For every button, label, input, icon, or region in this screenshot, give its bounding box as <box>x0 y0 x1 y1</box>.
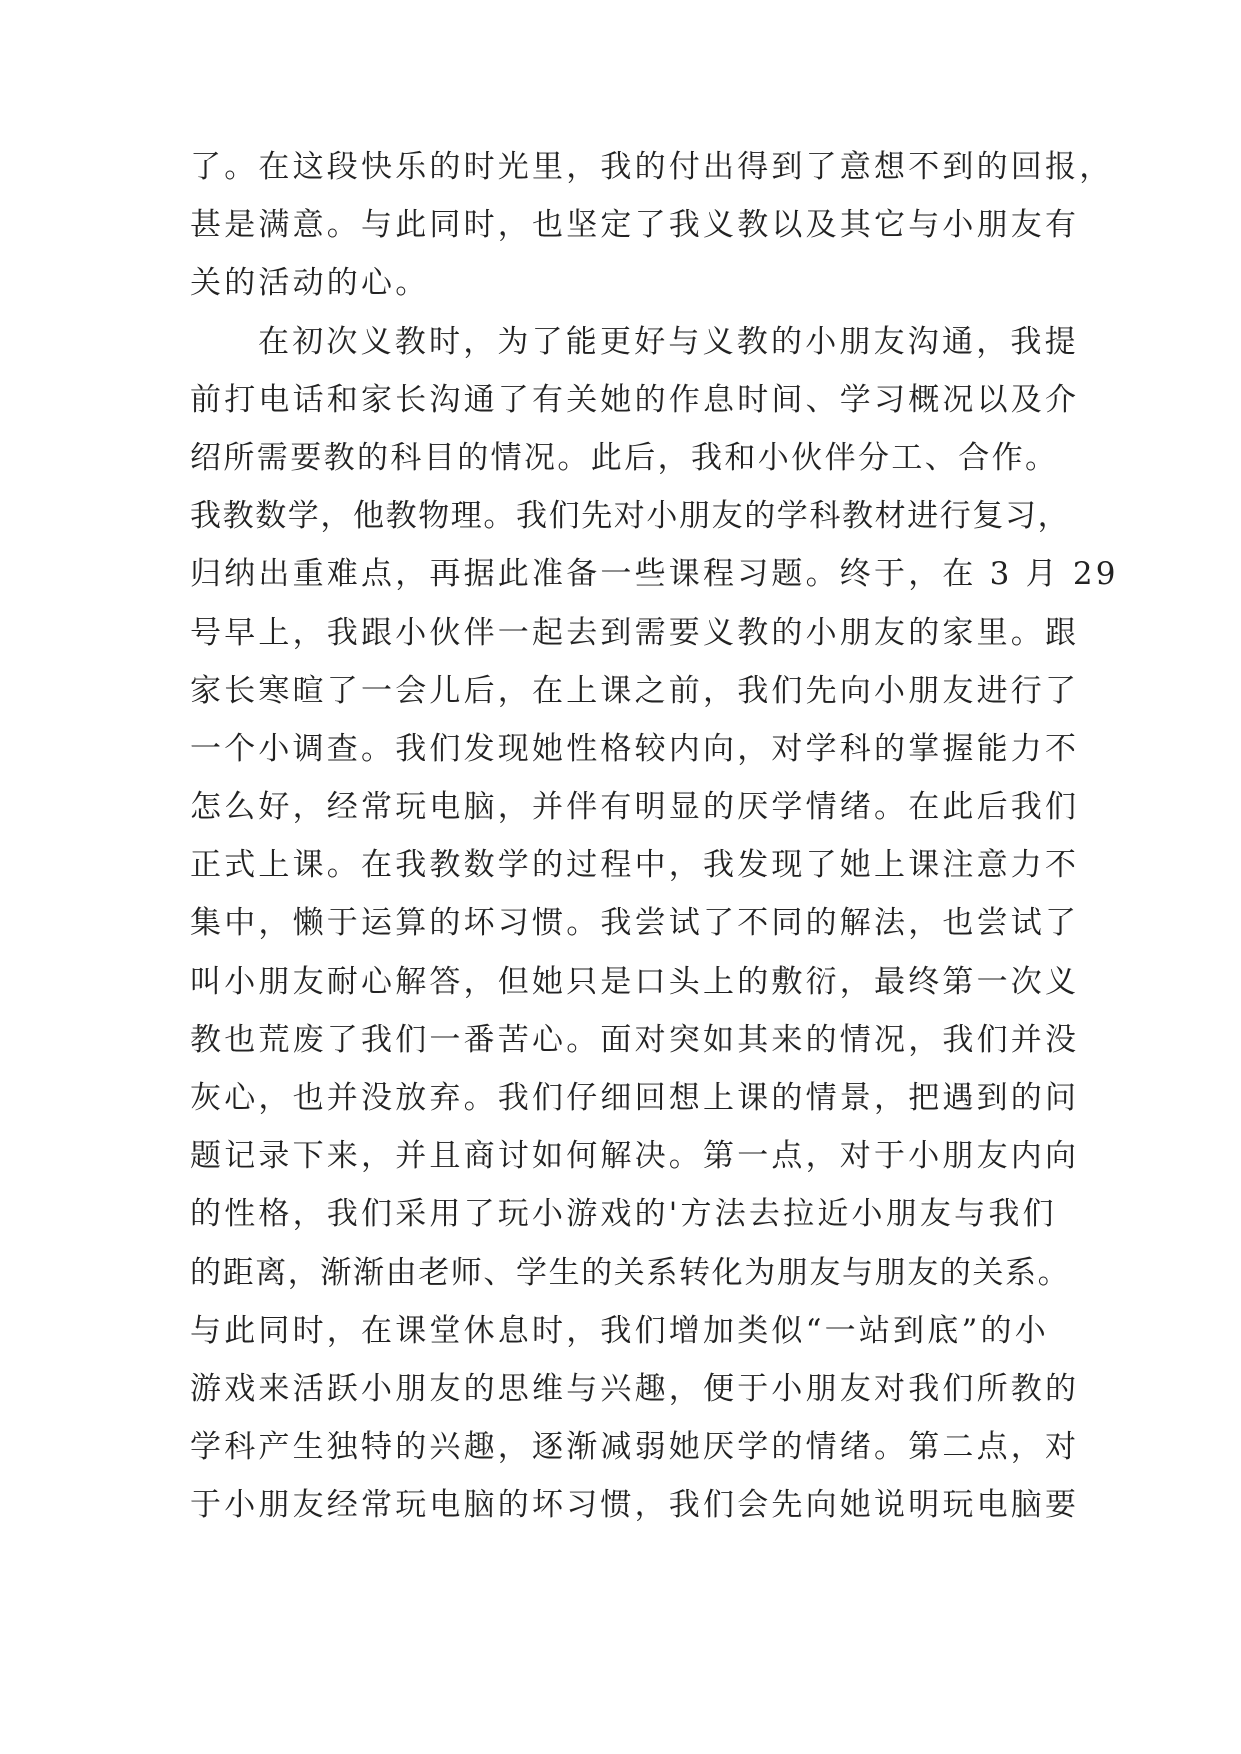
paragraph-start-line: 在初次义教时，为了能更好与义教的小朋友沟通，我提 <box>258 323 1079 360</box>
text-line: 我教数学，他教物理。我们先对小朋友的学科教材进行复习， <box>190 498 1071 535</box>
text-line: 的性格，我们采用了玩小游戏的'方法去拉近小朋友与我们 <box>190 1196 1057 1233</box>
text-line: 家长寒暄了一会儿后，在上课之前，我们先向小朋友进行了 <box>190 672 1080 709</box>
text-line: 叫小朋友耐心解答，但她只是口头上的敷衍，最终第一次义 <box>190 963 1080 1000</box>
text-line: 了。在这段快乐的时光里，我的付出得到了意想不到的回报， <box>190 149 1114 185</box>
text-line: 灰心，也并没放弃。我们仔细回想上课的情景，把遇到的问 <box>190 1080 1080 1116</box>
text-line: 的距离，渐渐由老师、学生的关系转化为朋友与朋友的关系。 <box>190 1254 1071 1291</box>
text-line: 归纳出重难点，再据此准备一些课程习题。终于，在 3 月 29 <box>190 556 1119 593</box>
text-line: 正式上课。在我教数学的过程中，我发现了她上课注意力不 <box>190 847 1080 884</box>
text-line: 教也荒废了我们一番苦心。面对突如其来的情况，我们并没 <box>190 1021 1080 1058</box>
text-line: 怎么好，经常玩电脑，并伴有明显的厌学情绪。在此后我们 <box>190 789 1080 826</box>
text-line: 于小朋友经常玩电脑的坏习惯，我们会先向她说明玩电脑要 <box>190 1487 1080 1524</box>
text-line: 一个小调查。我们发现她性格较内向，对学科的掌握能力不 <box>190 730 1080 767</box>
text-line: 学科产生独特的兴趣，逐渐减弱她厌学的情绪。第二点，对 <box>190 1429 1080 1466</box>
body-text <box>190 138 1119 1535</box>
text-line: 集中，懒于运算的坏习惯。我尝试了不同的解法，也尝试了 <box>190 905 1080 942</box>
text-line: 题记录下来，并且商讨如何解决。第一点，对于小朋友内向 <box>190 1138 1080 1175</box>
text-line: 关的活动的心。 <box>190 265 430 302</box>
text-line: 绍所需要教的科目的情况。此后，我和小伙伴分工、合作。 <box>190 439 1059 476</box>
text-line: 甚是满意。与此同时，也坚定了我义教以及其它与小朋友有 <box>190 207 1080 244</box>
text-line: 游戏来活跃小朋友的思维与兴趣，便于小朋友对我们所教的 <box>190 1370 1080 1407</box>
text-line: 前打电话和家长沟通了有关她的作息时间、学习概况以及介 <box>190 381 1080 418</box>
text-line: 与此同时，在课堂休息时，我们增加类似“一站到底”的小 <box>190 1312 1049 1349</box>
text-line: 号早上，我跟小伙伴一起去到需要义教的小朋友的家里。跟 <box>190 614 1080 651</box>
